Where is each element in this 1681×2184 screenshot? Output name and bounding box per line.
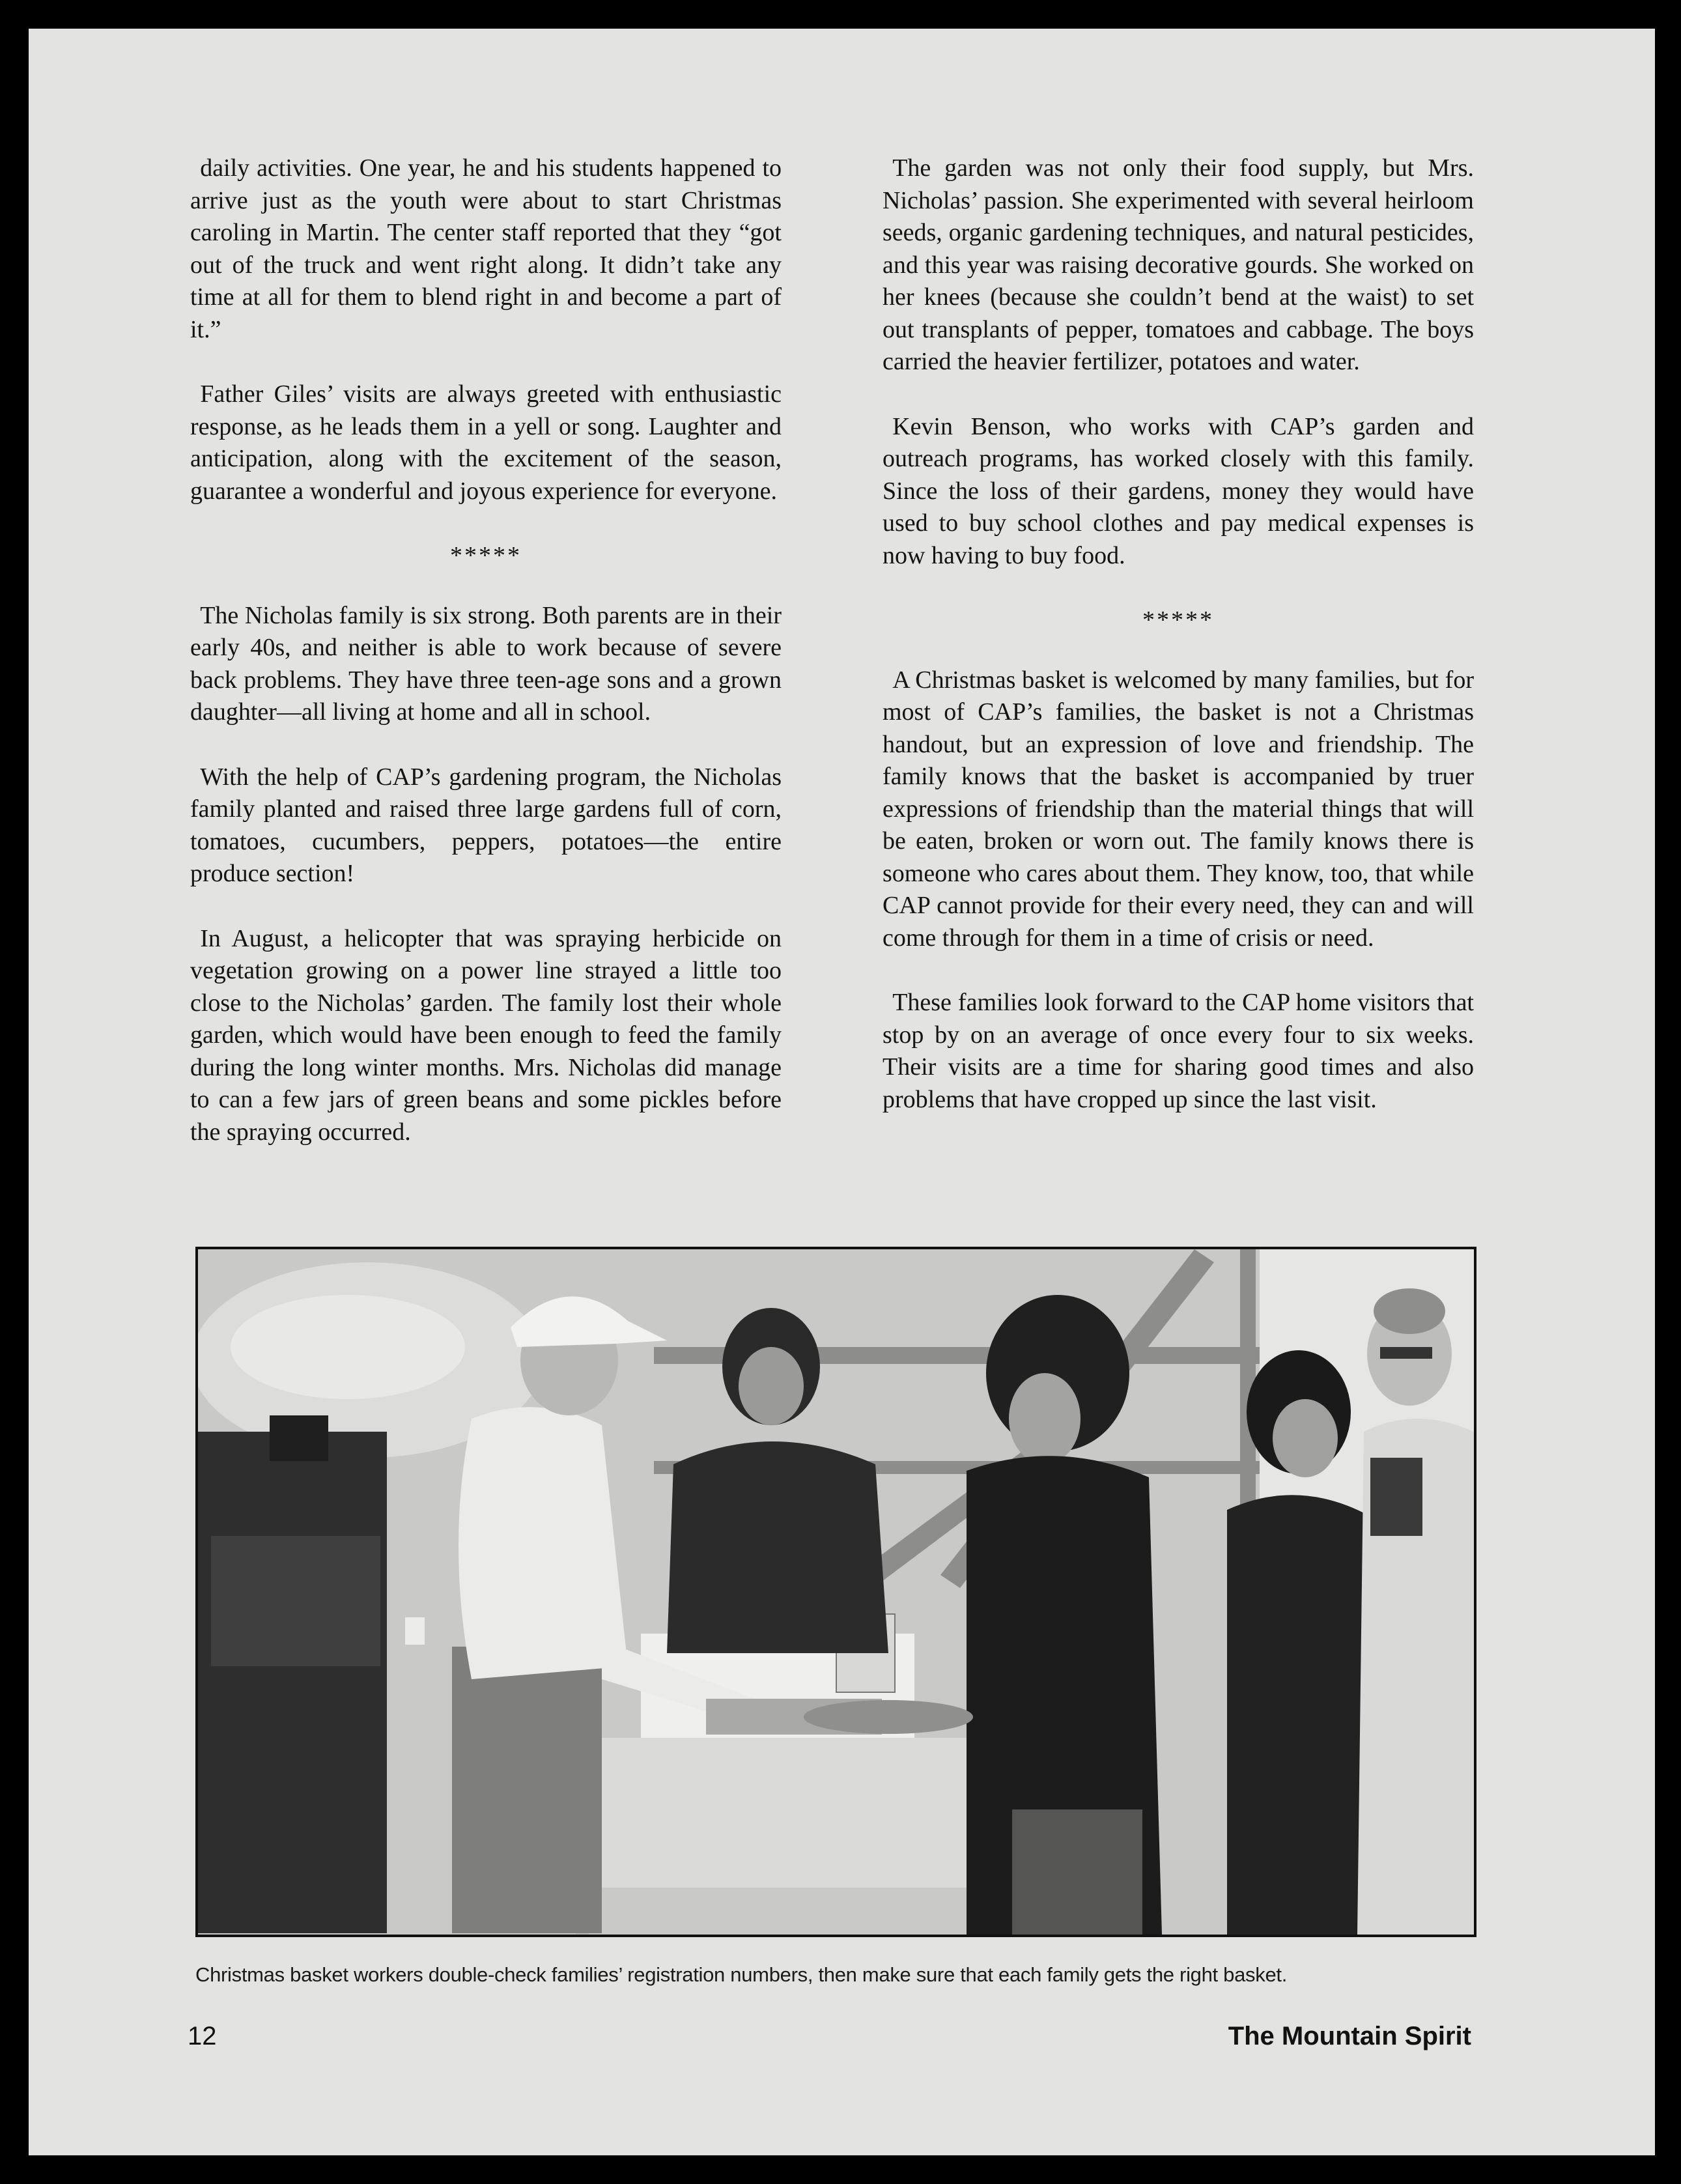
left-paragraph-4: With the help of CAP’s gardening program, the Nicholas family planted and raised three large gardens full of corn, tomatoes, cucumbers, peppers, potatoes—the entire produce section! (190, 763, 782, 887)
left-paragraph-3: The Nicholas family is six strong. Both parents are in their early 40s, and neither is able to work because of severe back problems. They have three teen-age sons and a grown daughter—all living at home and all in school. (190, 601, 782, 726)
magazine-page (29, 29, 1655, 2155)
table-top (563, 1738, 1025, 1888)
section-separator: ***** (1142, 606, 1214, 634)
basket-handoff (804, 1700, 973, 1734)
left-paragraph-2: Father Giles’ visits are always greeted with enthusiastic response, as he leads them in a yell or song. Laughter and anticipation, along with the excitement of the season, guarantee a wonderful and joyous experience for everyone. (190, 380, 782, 505)
sack-highlight (231, 1295, 465, 1399)
christmas-basket-photo (195, 1247, 1476, 1937)
machine (198, 1432, 387, 1933)
left-text-column (190, 152, 782, 1181)
left-paragraph-5: In August, a helicopter that was spraying herbicide on vegetation growing on a power line strayed a little too close to the Nicholas’ garden. The family lost their whole garden, which would have been enough to feed the family during the long winter months. Mrs. Nicholas did manage to can a few jars of green beans and some pickles before the spraying occurred. (190, 924, 782, 1146)
right-paragraph-1: The garden was not only their food supply, but Mrs. Nicholas’ passion. She experimented with several heirloom seeds, organic gardening techniques, and natural pesticides, and this year was raising decorative gourds. She worked on her knees (because she couldn’t bend at the waist) to set out transplants of pepper, tomatoes and cabbage. The boys carried the heavier fertilizer, potatoes and water. (883, 154, 1474, 375)
page-number: 12 (188, 2022, 217, 2050)
publication-name: The Mountain Spirit (1228, 2022, 1471, 2050)
right-paragraph-2: Kevin Benson, who works with CAP’s garden and outreach programs, has worked closely with this family. Since the loss of their gardens, money they would have used to buy school clothes and pay medical expenses is now having to buy food. (883, 412, 1474, 569)
right-text-column (883, 152, 1474, 1148)
right-paragraph-3: A Christmas basket is welcomed by many families, but for most of CAP’s families, the basket is not a Christmas handout, but an expression of love and friendship. The family knows that the basket is accompanied by truer expressions of friendship than the material things that will be eaten, broken or worn out. The family knows there is someone who cares about them. They know, too, that while CAP cannot provide for their every need, they can and will come through for them in a time of crisis or need. (883, 666, 1474, 952)
photo-caption: Christmas basket workers double-check families’ registration numbers, then make sure that each family gets the right basket. (195, 1963, 1288, 1986)
section-separator: ***** (450, 542, 522, 569)
photo-illustration (198, 1249, 1474, 1935)
paper-cup (405, 1617, 425, 1645)
left-paragraph-1: daily activities. One year, he and his students happened to arrive just as the youth were about to start Christmas caroling in Martin. The center staff reported that they “got out of the truck and went right along. It didn’t take any time at all for them to blend right in and become a part of it.” (190, 154, 782, 343)
right-paragraph-4: These families look forward to the CAP home visitors that stop by on an average of once every four to six weeks. Their visits are a time for sharing good times and also problems that have cropped up since the last visit. (883, 989, 1474, 1113)
